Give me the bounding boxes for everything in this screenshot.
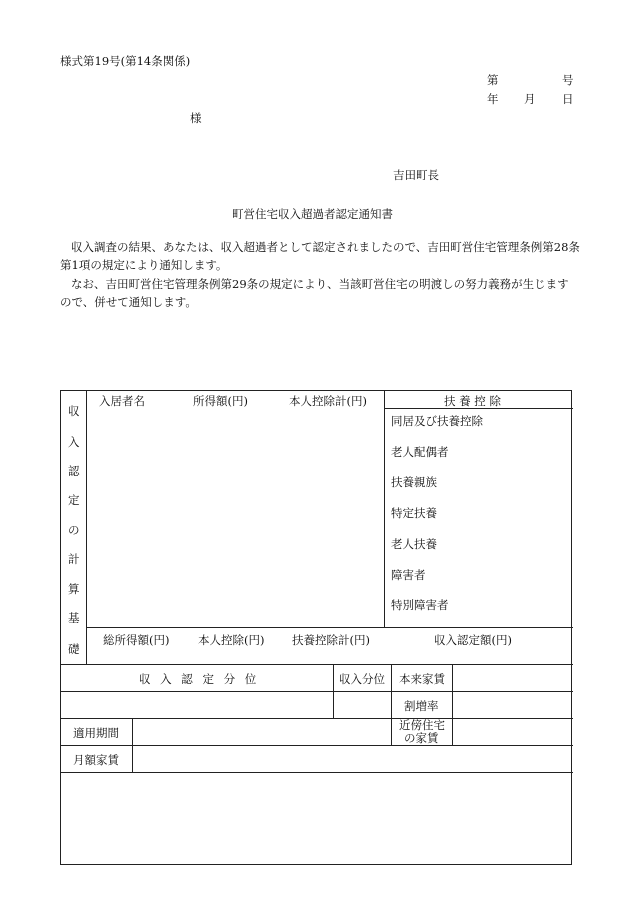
- deduction-item: 障害者: [391, 568, 426, 582]
- date-year: 年: [487, 92, 499, 106]
- body-paragraph-1: 収入調査の結果、あなたは、収入超過者として認定されましたので、吉田町営住宅管理条例第28条第1項の規定により通知します。: [60, 240, 580, 272]
- deduction-item: 特定扶養: [391, 506, 437, 520]
- date-day: 日: [562, 92, 574, 106]
- body-paragraph-2: なお、吉田町営住宅管理条例第29条の規定により、当該町営住宅の明渡しの努力義務が生じますので、併せて通知します。: [60, 277, 569, 309]
- form-number: 様式第19号(第14条関係): [60, 54, 191, 68]
- issuer: 吉田町長: [393, 168, 439, 182]
- header-self-deduction: 本人控除計(円): [289, 394, 367, 408]
- side-label-char: 収: [68, 404, 80, 418]
- increase-rate-label: 割増率: [404, 699, 439, 713]
- header-income: 所得額(円): [193, 394, 248, 408]
- calculation-table: [60, 390, 572, 865]
- side-label-char: 礎: [68, 642, 80, 656]
- deduction-header: 扶 養 控 除: [444, 394, 501, 408]
- nearby-rent-label-line2: の家賃: [404, 731, 439, 745]
- dependent-deduction-total-label: 扶養控除計(円): [292, 633, 370, 647]
- income-class-label: 収入分位: [339, 672, 385, 686]
- total-income-label: 総所得額(円): [103, 633, 170, 647]
- header-tenant-name: 入居者名: [99, 394, 145, 408]
- deduction-item: 特別障害者: [391, 598, 449, 612]
- document-title: 町営住宅収入超過者認定通知書: [232, 207, 393, 221]
- doc-number-prefix: 第: [487, 73, 499, 87]
- deduction-item: 老人扶養: [391, 537, 437, 551]
- addressee-suffix: 様: [190, 111, 202, 125]
- deduction-item: 扶養親族: [391, 475, 437, 489]
- side-label-char: 認: [68, 464, 80, 478]
- monthly-rent-label: 月額家賃: [73, 753, 119, 767]
- side-label-char: の: [68, 523, 80, 537]
- period-label: 適用期間: [73, 726, 119, 740]
- deduction-item: 同居及び扶養控除: [391, 414, 483, 428]
- nearby-rent-label-line1: 近傍住宅: [399, 718, 445, 732]
- certified-income-label: 収入認定額(円): [434, 633, 512, 647]
- side-label-char: 算: [68, 582, 80, 596]
- side-label-char: 基: [68, 611, 80, 625]
- income-class-header: 収 入 認 定 分 位: [139, 672, 260, 686]
- side-label-char: 入: [68, 435, 80, 449]
- base-rent-label: 本来家賃: [399, 672, 445, 686]
- side-label-char: 定: [68, 493, 80, 507]
- deduction-item: 老人配偶者: [391, 445, 449, 459]
- side-label-char: 計: [68, 552, 80, 566]
- doc-number-suffix: 号: [562, 73, 574, 87]
- date-month: 月: [524, 92, 536, 106]
- self-deduction-label: 本人控除(円): [198, 633, 265, 647]
